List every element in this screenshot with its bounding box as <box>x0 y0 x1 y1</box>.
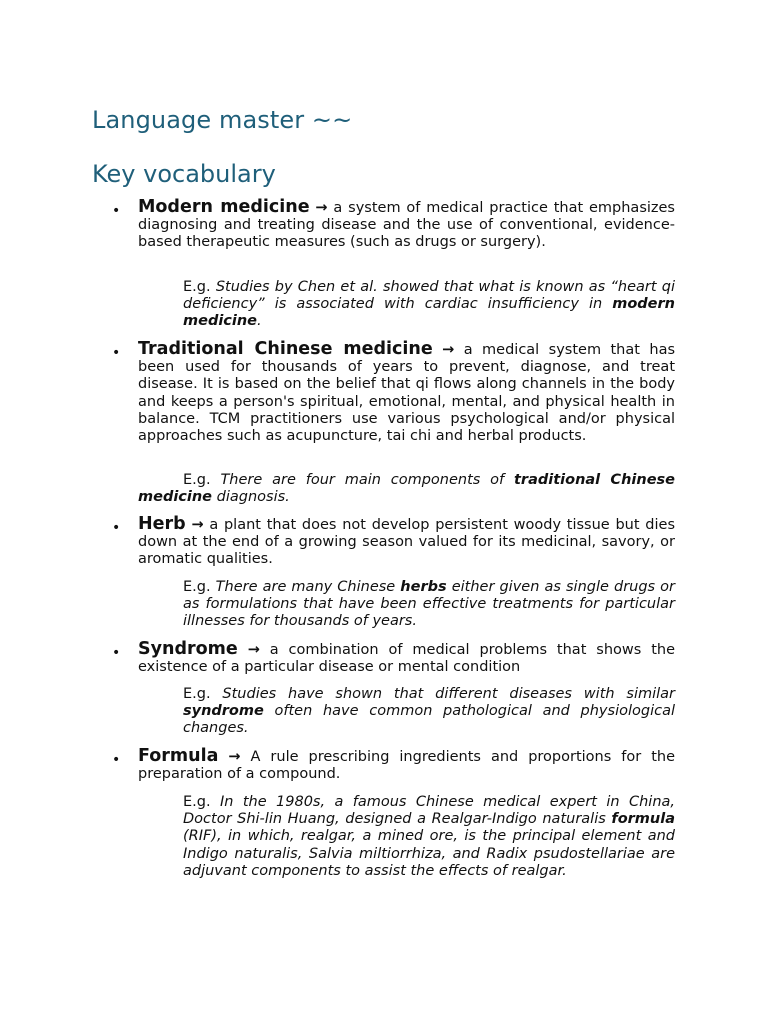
vocab-term: Modern medicine <box>138 197 310 217</box>
example-keyword: modern medicine <box>183 296 675 330</box>
example-prefix: E.g. <box>183 794 211 810</box>
example-text: Studies by Chen et al. showed that what is known as “heart qi deficiency” is associated with cardiac insufficiency in <box>183 279 676 313</box>
example-text: There are many Chinese <box>215 579 401 595</box>
example-text: diagnosis. <box>212 489 290 506</box>
vocab-example <box>183 279 675 331</box>
arrow-icon: → <box>442 342 455 358</box>
arrow-icon: → <box>315 200 328 216</box>
example-text: There are four main components of <box>220 472 514 488</box>
vocab-term: Formula <box>138 746 219 766</box>
vocab-definition <box>138 516 675 569</box>
definition-text: a plant that does not develop persistent woody tissue but dies down at the end of a growing season valued for its medicinal, savory, or aromatic qualities. <box>138 517 675 568</box>
example-text: (RIF), in which, realgar, a mined ore, is the principal element and Indigo naturalis, Salvia miltiorrhiza, and Radix psudostellariae are adjuvant components to assist the effects of realgar. <box>183 828 675 879</box>
vocab-definition <box>138 341 675 445</box>
definition-text: A rule prescribing ingredients and proportions for the preparation of a compound. <box>138 749 675 783</box>
arrow-icon: → <box>228 749 241 765</box>
example-keyword: formula <box>611 811 675 828</box>
vocab-definition <box>138 641 675 676</box>
definition-text: a medical system that has been used for thousands of years to prevent, diagnose, and treat disease. It is based on the belief that qi flows along channels in the body and keeps a person's spiritual, emotional, mental, and physical health in balance. TCM practitioners use various psychological and/or physical approaches such as acupuncture, tai chi and herbal products. <box>138 342 676 445</box>
example-text: Studies have shown that different diseases with similar <box>222 686 675 702</box>
arrow-icon: → <box>191 517 204 533</box>
example-text: often have common pathological and physiological changes. <box>183 703 675 737</box>
example-prefix: E.g. <box>183 579 211 595</box>
bullet-icon: • <box>112 752 121 768</box>
arrow-icon: → <box>247 642 260 658</box>
definition-text: a combination of medical problems that shows the existence of a particular disease or mental condition <box>138 642 676 676</box>
example-keyword: syndrome <box>183 703 264 720</box>
bullet-icon: • <box>112 520 121 536</box>
vocab-example <box>183 794 675 880</box>
example-text: . <box>257 313 262 330</box>
example-text: In the 1980s, a famous Chinese medical expert in China, Doctor Shi-lin Huang, designed a Realgar-Indigo naturalis <box>183 794 675 828</box>
example-keyword: traditional Chinese medicine <box>138 472 675 506</box>
example-prefix: E.g. <box>183 686 211 702</box>
example-text: either given as single drugs or as formulations that have been effective treatments for particular illnesses for thousands of years. <box>183 579 676 630</box>
page-title: Language master ~~ <box>92 106 353 134</box>
bullet-icon: • <box>112 345 121 361</box>
section-heading: Key vocabulary <box>92 160 276 188</box>
vocab-term: Syndrome <box>138 639 238 659</box>
vocab-example <box>183 686 675 738</box>
vocab-term: Herb <box>138 514 186 534</box>
vocab-definition <box>138 748 675 783</box>
example-keyword: herbs <box>400 579 447 595</box>
example-prefix: E.g. <box>183 279 211 295</box>
vocab-term: Traditional Chinese medicine <box>138 339 433 359</box>
bullet-icon: • <box>112 203 121 219</box>
bullet-icon: • <box>112 645 121 661</box>
definition-text: a system of medical practice that emphasizes diagnosing and treating disease and the use of conventional, evidence-based therapeutic measures (such as drugs or surgery). <box>138 200 675 251</box>
example-prefix: E.g. <box>183 472 211 488</box>
vocab-example <box>138 472 675 506</box>
vocab-definition <box>138 199 675 252</box>
vocab-example <box>183 579 675 631</box>
